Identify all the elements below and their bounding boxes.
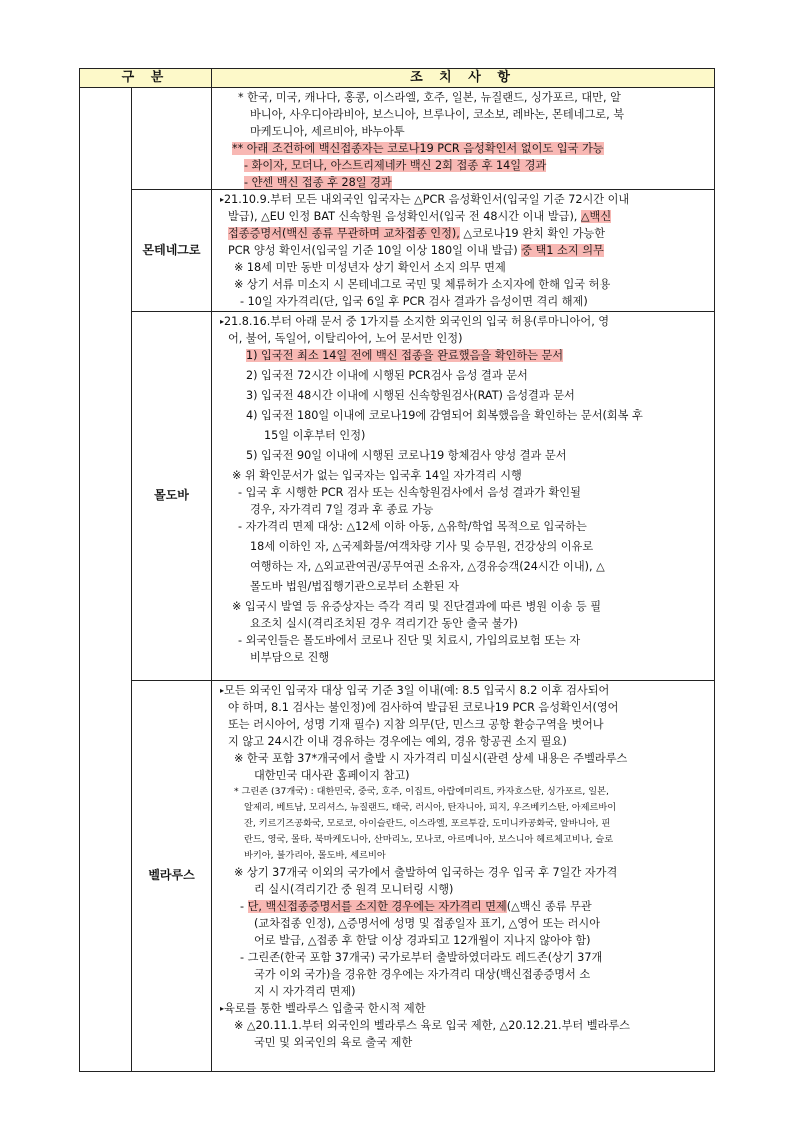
bullet-marker: ▸	[220, 195, 225, 204]
measure-line	[220, 632, 706, 649]
measure-line	[220, 1017, 706, 1034]
highlighted-text: △백신	[580, 210, 612, 223]
line-text: 21.8.16.부터 아래 문서 중 1가지를 소지한 외국인의 입국 허용(루마니아어, 영	[224, 315, 610, 328]
measures-content	[212, 680, 714, 1071]
measure-line	[220, 716, 706, 733]
country-name	[132, 87, 212, 189]
measure-line	[220, 367, 706, 384]
country-name: 몬테네그로	[132, 189, 212, 311]
line-text: 야 하며, 8.1 검사는 불인정)에 검사하여 발급된 코로나19 PCR 음성확인서(영어	[228, 701, 619, 714]
line-text: 알제리, 베트남, 모리셔스, 뉴질랜드, 태국, 러시아, 탄자니아, 피지, 우즈베키스탄, 아제르바이	[244, 802, 617, 813]
highlighted-text: 중 택1 소지 의무	[521, 244, 604, 257]
line-text: 바키아, 불가리아, 몰도바, 세르비아	[244, 850, 386, 861]
line-text: 지 시 자가격리 면제)	[254, 985, 356, 998]
line-text: 경우, 자가격리 7일 경과 후 종료 가능	[250, 503, 434, 516]
line-text: ※ △20.11.1.부터 외국인의 벨라루스 육로 입국 제한, △20.12.21.부터 벨라루스	[234, 1019, 630, 1032]
line-text: 어, 불어, 독일어, 이탈리아어, 노어 문서만 인정)	[228, 332, 463, 345]
line-text: 육로를 통한 벨라루스 입출국 한시적 제한	[224, 1002, 426, 1015]
measure-line	[220, 848, 706, 864]
highlighted-text: 1) 입국전 최소 14일 전에 백신 접종을 완료했음을 확인하는 문서	[246, 349, 564, 362]
highlighted-text: 단, 백신접종증명서를 소지한 경우에는 자가격리 면제	[247, 900, 507, 913]
line-text: (교차접종 인정), △증명서에 성명 및 접종일자 표기, △영어 또는 러시아	[254, 917, 601, 930]
line-text: - 자가격리 면제 대상: △12세 이하 아동, △유학/학업 목적으로 입국하는	[238, 520, 587, 533]
country-name: 벨라루스	[132, 680, 212, 1071]
measure-line	[220, 784, 706, 800]
line-text: 국민 및 외국인의 육로 출국 제한	[254, 1036, 413, 1049]
line-text: 요조치 실시(격리조치된 경우 격리기간 동안 출국 불가)	[250, 617, 518, 630]
header-category: 구 분	[80, 69, 212, 87]
measures-content	[212, 311, 714, 680]
region-column	[80, 87, 132, 1071]
line-text: ※ 입국시 발열 등 유증상자는 즉각 격리 및 진단결과에 따른 병원 이송 등 필	[232, 600, 602, 613]
line-text: 21.10.9.부터 모든 내외국인 입국자는 △PCR 음성확인서(입국일 기준 72시간 이내	[224, 193, 630, 206]
line-text: 국가 이외 국가)을 경유한 경우에는 자가격리 대상(백신접종증명서 소	[254, 968, 591, 981]
line-text: ※ 위 확인문서가 없는 입국자는 입국후 14일 자가격리 시행	[232, 469, 522, 482]
line-text: 바니아, 사우디아라비아, 보스니아, 브루나이, 코소보, 레바논, 몬테네그로, 북	[250, 108, 625, 121]
measure-line	[220, 123, 706, 140]
highlighted-text: - 화이자, 모더나, 아스트리제네카 백신 2회 접종 후 14일 경과	[244, 159, 547, 172]
measure-line	[220, 832, 706, 848]
measure-line	[220, 89, 706, 106]
measures-content	[212, 87, 714, 189]
line-text: 몰도바 법원/법집행기관으로부터 소환된 자	[250, 580, 459, 593]
measure-line	[220, 387, 706, 404]
line-text: * 그린존 (37개국) : 대한민국, 중국, 호주, 이집트, 아랍에미리트, 카자흐스탄, 싱가포르, 일본,	[234, 786, 609, 797]
measure-line	[220, 191, 706, 208]
line-text: 18세 이하인 자, △국제화물/여객차량 기사 및 승무원, 건강상의 이유로	[250, 540, 594, 553]
measure-line	[220, 881, 706, 898]
measure-line	[220, 259, 706, 276]
bullet-marker: ▸	[220, 1004, 225, 1013]
highlighted-text: - 얀센 백신 접종 후 28일 경과	[244, 176, 392, 189]
line-text: - 10일 자가격리(단, 입국 6일 후 PCR 검사 결과가 음성이면 격리 해제)	[240, 295, 588, 308]
measure-line	[220, 699, 706, 716]
measure-line	[220, 816, 706, 832]
line-text: 마케도니아, 세르비아, 바누아투	[250, 125, 405, 138]
line-text: (△백신 종류 무관	[506, 900, 592, 913]
measure-line	[220, 293, 706, 310]
table-header	[80, 69, 714, 88]
line-text: 15일 이후부터 인정)	[264, 429, 366, 442]
measure-line	[220, 578, 706, 595]
line-text: 지 않고 24시간 이내 경유하는 경우에는 예외, 경유 항공권 소지 필요)	[228, 735, 567, 748]
line-text: 2) 입국전 72시간 이내에 시행된 PCR검사 음성 결과 문서	[246, 369, 528, 382]
line-text: 모든 외국인 입국자 대상 입국 기준 3일 이내(예: 8.5 입국시 8.2 이후 검사되어	[224, 684, 610, 697]
bullet-marker: ▸	[220, 686, 225, 695]
measure-line	[220, 407, 706, 424]
measure-line	[220, 208, 706, 225]
line-text: PCR 양성 확인서(입국일 기준 10일 이상 180일 이내 발급)	[228, 244, 522, 257]
measure-line	[220, 767, 706, 784]
measure-line	[220, 140, 706, 157]
line-text: - 외국인들은 몰도바에서 코로나 진단 및 치료시, 가입의료보험 또는 자	[238, 634, 581, 647]
measure-line	[220, 898, 706, 915]
measure-line	[220, 750, 706, 767]
line-text: 란드, 영국, 몰타, 북마케도니아, 산마리노, 모나코, 아르메니아, 보스니아 헤르체고비나, 슬로	[244, 834, 614, 845]
measure-line	[220, 225, 706, 242]
line-text: 3) 입국전 48시간 이내에 시행된 신속항원검사(RAT) 음성결과 문서	[246, 389, 575, 402]
line-text: 여행하는 자, △외교관여권/공무여권 소유자, △경유승객(24시간 이내), △	[250, 560, 605, 573]
line-text: * 한국, 미국, 캐나다, 홍콩, 이스라엘, 호주, 일본, 뉴질랜드, 싱가포르, 대만, 알	[238, 91, 621, 104]
measure-line	[220, 467, 706, 484]
line-text: 대한민국 대사관 홈페이지 참고)	[254, 769, 410, 782]
measure-line	[220, 1000, 706, 1017]
line-text: 어로 발급, △접종 후 한달 이상 경과되고 12개월이 지나지 않아야 함)	[254, 934, 591, 947]
line-text: △코로나19 완치 확인 가능한	[459, 227, 605, 240]
measure-line	[220, 242, 706, 259]
measure-line	[220, 733, 706, 750]
line-text: 리 실시(격리기간 중 원격 모니터링 시행)	[254, 883, 454, 896]
measure-line	[220, 598, 706, 615]
measure-line	[220, 966, 706, 983]
line-text: 비부담으로 진행	[250, 651, 330, 664]
measure-line	[220, 427, 706, 444]
measure-line	[220, 649, 706, 666]
measure-line	[220, 983, 706, 1000]
measure-line	[220, 501, 706, 518]
line-text: 5) 입국전 90일 이내에 시행된 코로나19 항체검사 양성 결과 문서	[246, 449, 567, 462]
measure-line	[220, 157, 706, 174]
line-text: ※ 한국 포함 37*개국에서 출발 시 자가격리 미실시(관련 상세 내용은 주벨라루스	[234, 752, 628, 765]
measure-line	[220, 106, 706, 123]
measure-line	[220, 864, 706, 881]
measure-line	[220, 276, 706, 293]
measure-line	[220, 330, 706, 347]
bullet-marker: ▸	[220, 317, 225, 326]
line-text: 또는 러시아어, 성명 기재 필수) 지참 의무(단, 민스크 공항 환승구역을 벗어나	[228, 718, 604, 731]
line-text: ※ 상기 서류 미소지 시 몬테네그로 국민 및 체류허가 소지자에 한해 입국 허용	[234, 278, 611, 291]
measure-line	[220, 800, 706, 816]
line-text: 잔, 키르기즈공화국, 모로코, 아이슬란드, 이스라엘, 포르투갈, 도미니카공화국, 알바니아, 핀	[244, 818, 611, 829]
measure-line	[220, 347, 706, 364]
country-name: 몰도바	[132, 311, 212, 680]
line-text: - 입국 후 시행한 PCR 검사 또는 신속항원검사에서 음성 결과가 확인될	[238, 486, 581, 499]
measure-line	[220, 915, 706, 932]
measure-line	[220, 313, 706, 330]
measure-line	[220, 558, 706, 575]
line-text: ※ 상기 37개국 이외의 국가에서 출발하여 입국하는 경우 입국 후 7일간 자가격	[234, 866, 618, 879]
measures-table	[79, 68, 715, 1072]
line-text: 발급), △EU 인정 BAT 신속항원 음성확인서(입국 전 48시간 이내 발급),	[228, 210, 581, 223]
measure-line	[220, 1034, 706, 1051]
measure-line	[220, 447, 706, 464]
header-measures: 조 치 사 항	[410, 70, 516, 85]
measure-line	[220, 682, 706, 699]
measure-line	[220, 484, 706, 501]
highlighted-text: 접종증명서(백신 종류 무관하며 교차접종 인정),	[228, 227, 460, 240]
highlighted-text: ** 아래 조건하에 백신접종자는 코로나19 PCR 음성확인서 없이도 입국 가능	[232, 142, 604, 155]
line-text: - 그린존(한국 포함 37개국) 국가로부터 출발하였더라도 레드존(상기 37개	[240, 951, 603, 964]
line-text: ※ 18세 미만 동반 미성년자 상기 확인서 소지 의무 면제	[234, 261, 506, 274]
measure-line	[220, 518, 706, 535]
line-text: 4) 입국전 180일 이내에 코로나19에 감염되어 회복했음을 확인하는 문서(회복 후	[246, 409, 643, 422]
measure-line	[220, 932, 706, 949]
measure-line	[220, 538, 706, 555]
line-text: -	[240, 900, 248, 913]
measure-line	[220, 615, 706, 632]
measures-content	[212, 189, 714, 311]
measure-line	[220, 949, 706, 966]
